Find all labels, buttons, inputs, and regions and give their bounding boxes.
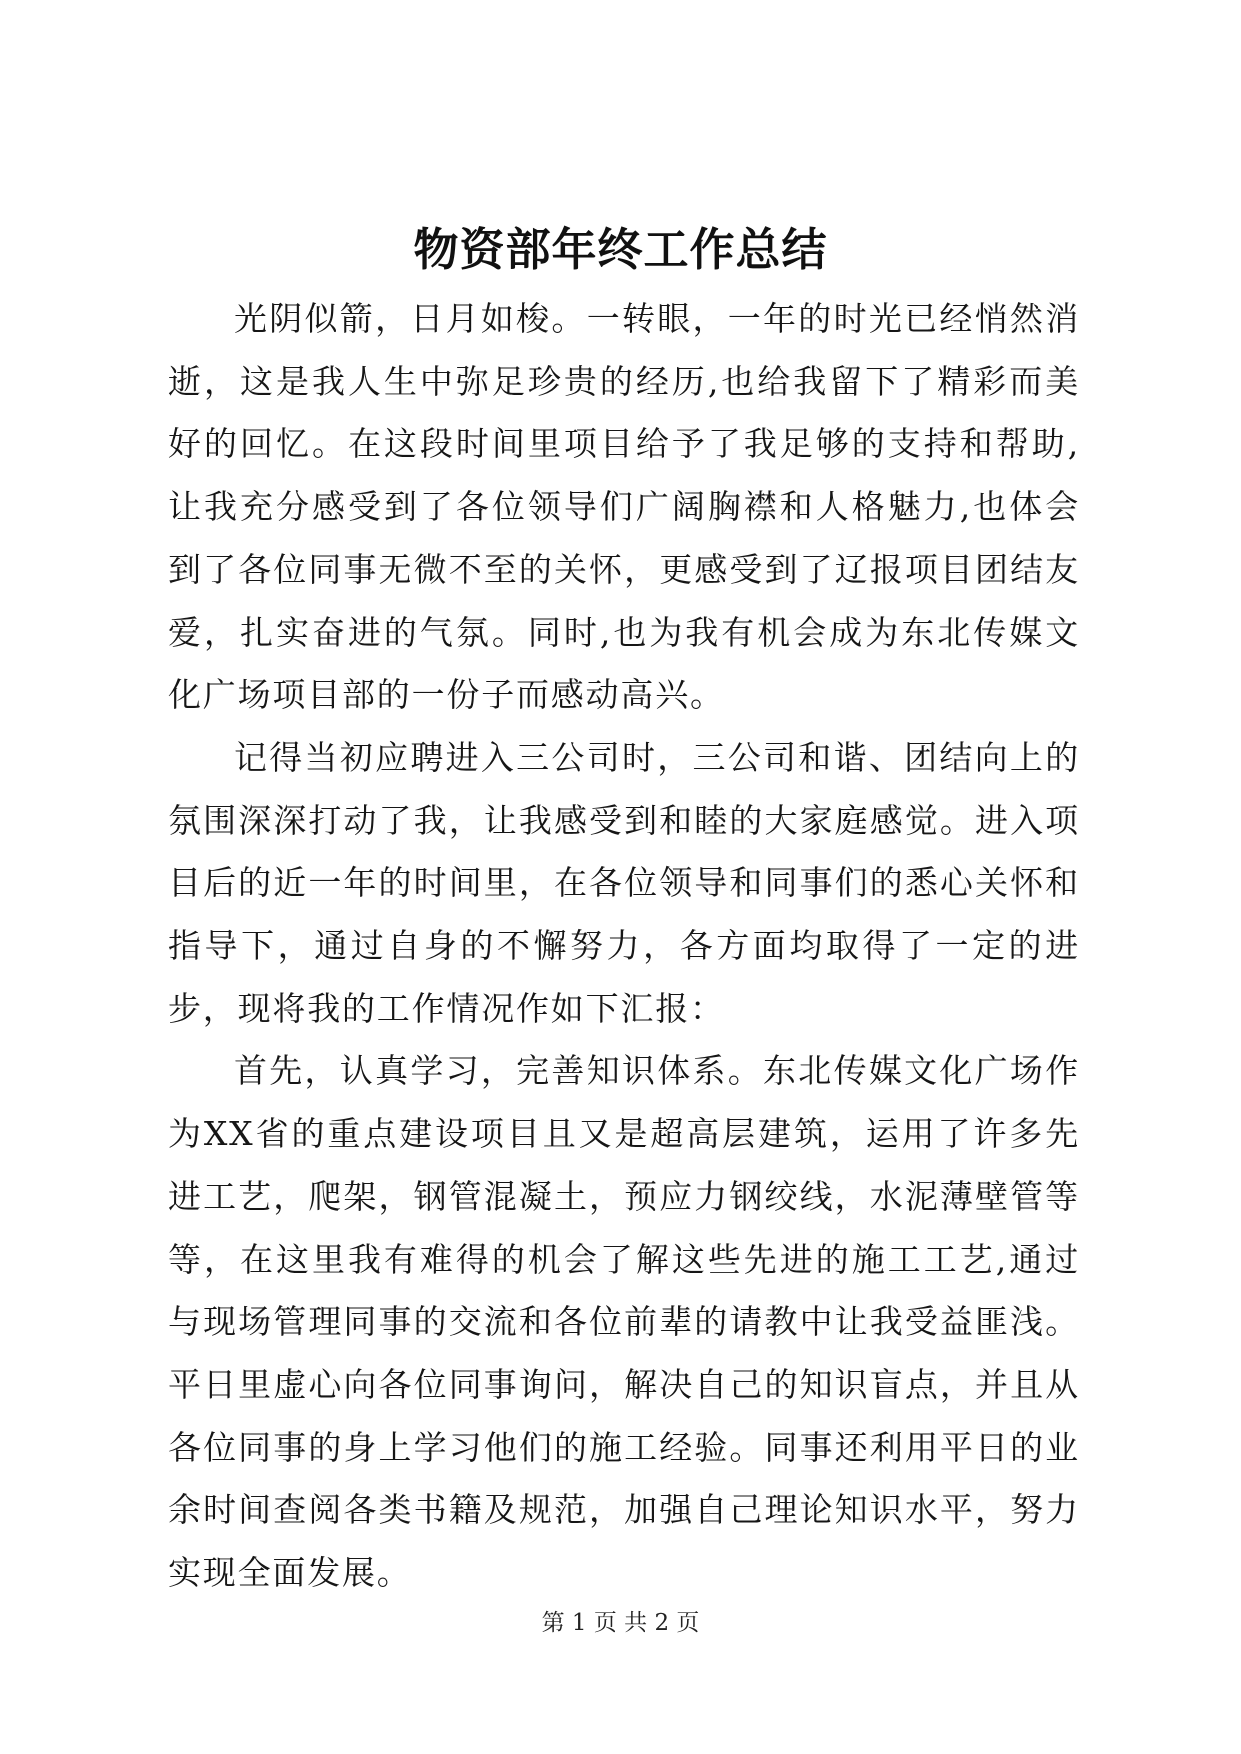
document-body xyxy=(168,288,1080,1605)
paragraph-joining-company: 记得当初应聘进入三公司时，三公司和谐、团结向上的氛围深深打动了我，让我感受到和睦的大家庭感觉。进入项目后的近一年的时间里，在各位领导和同事们的悉心关怀和指导下，通过自身的不懈努力，各方面均取得了一定的进步，现将我的工作情况作如下汇报： xyxy=(168,737,1080,1028)
paragraph-intro: 光阴似箭，日月如梭。一转眼，一年的时光已经悄然消逝，这是我人生中弥足珍贵的经历,也给我留下了精彩而美好的回忆。在这段时间里项目给予了我足够的支持和帮助,让我充分感受到了各位领导们广阔胸襟和人格魅力,也体会到了各位同事无微不至的关怀，更感受到了辽报项目团结友爱，扎实奋进的气氛。同时,也为我有机会成为东北传媒文化广场项目部的一份子而感动高兴。 xyxy=(168,299,1080,715)
paragraph-learning: 首先，认真学习，完善知识体系。东北传媒文化广场作为XX省的重点建设项目且又是超高层建筑，运用了许多先进工艺，爬架，钢管混凝土，预应力钢绞线，水泥薄壁管等等，在这里我有难得的机会了解这些先进的施工工艺,通过与现场管理同事的交流和各位前辈的请教中让我受益匪浅。平日里虚心向各位同事询问，解决自己的知识盲点，并且从各位同事的身上学习他们的施工经验。同事还利用平日的业余时间查阅各类书籍及规范，加强自己理论知识水平，努力实现全面发展。 xyxy=(168,1051,1080,1593)
page-number-footer: 第 1 页 共 2 页 xyxy=(541,1610,700,1636)
document-title: 物资部年终工作总结 xyxy=(413,223,828,276)
